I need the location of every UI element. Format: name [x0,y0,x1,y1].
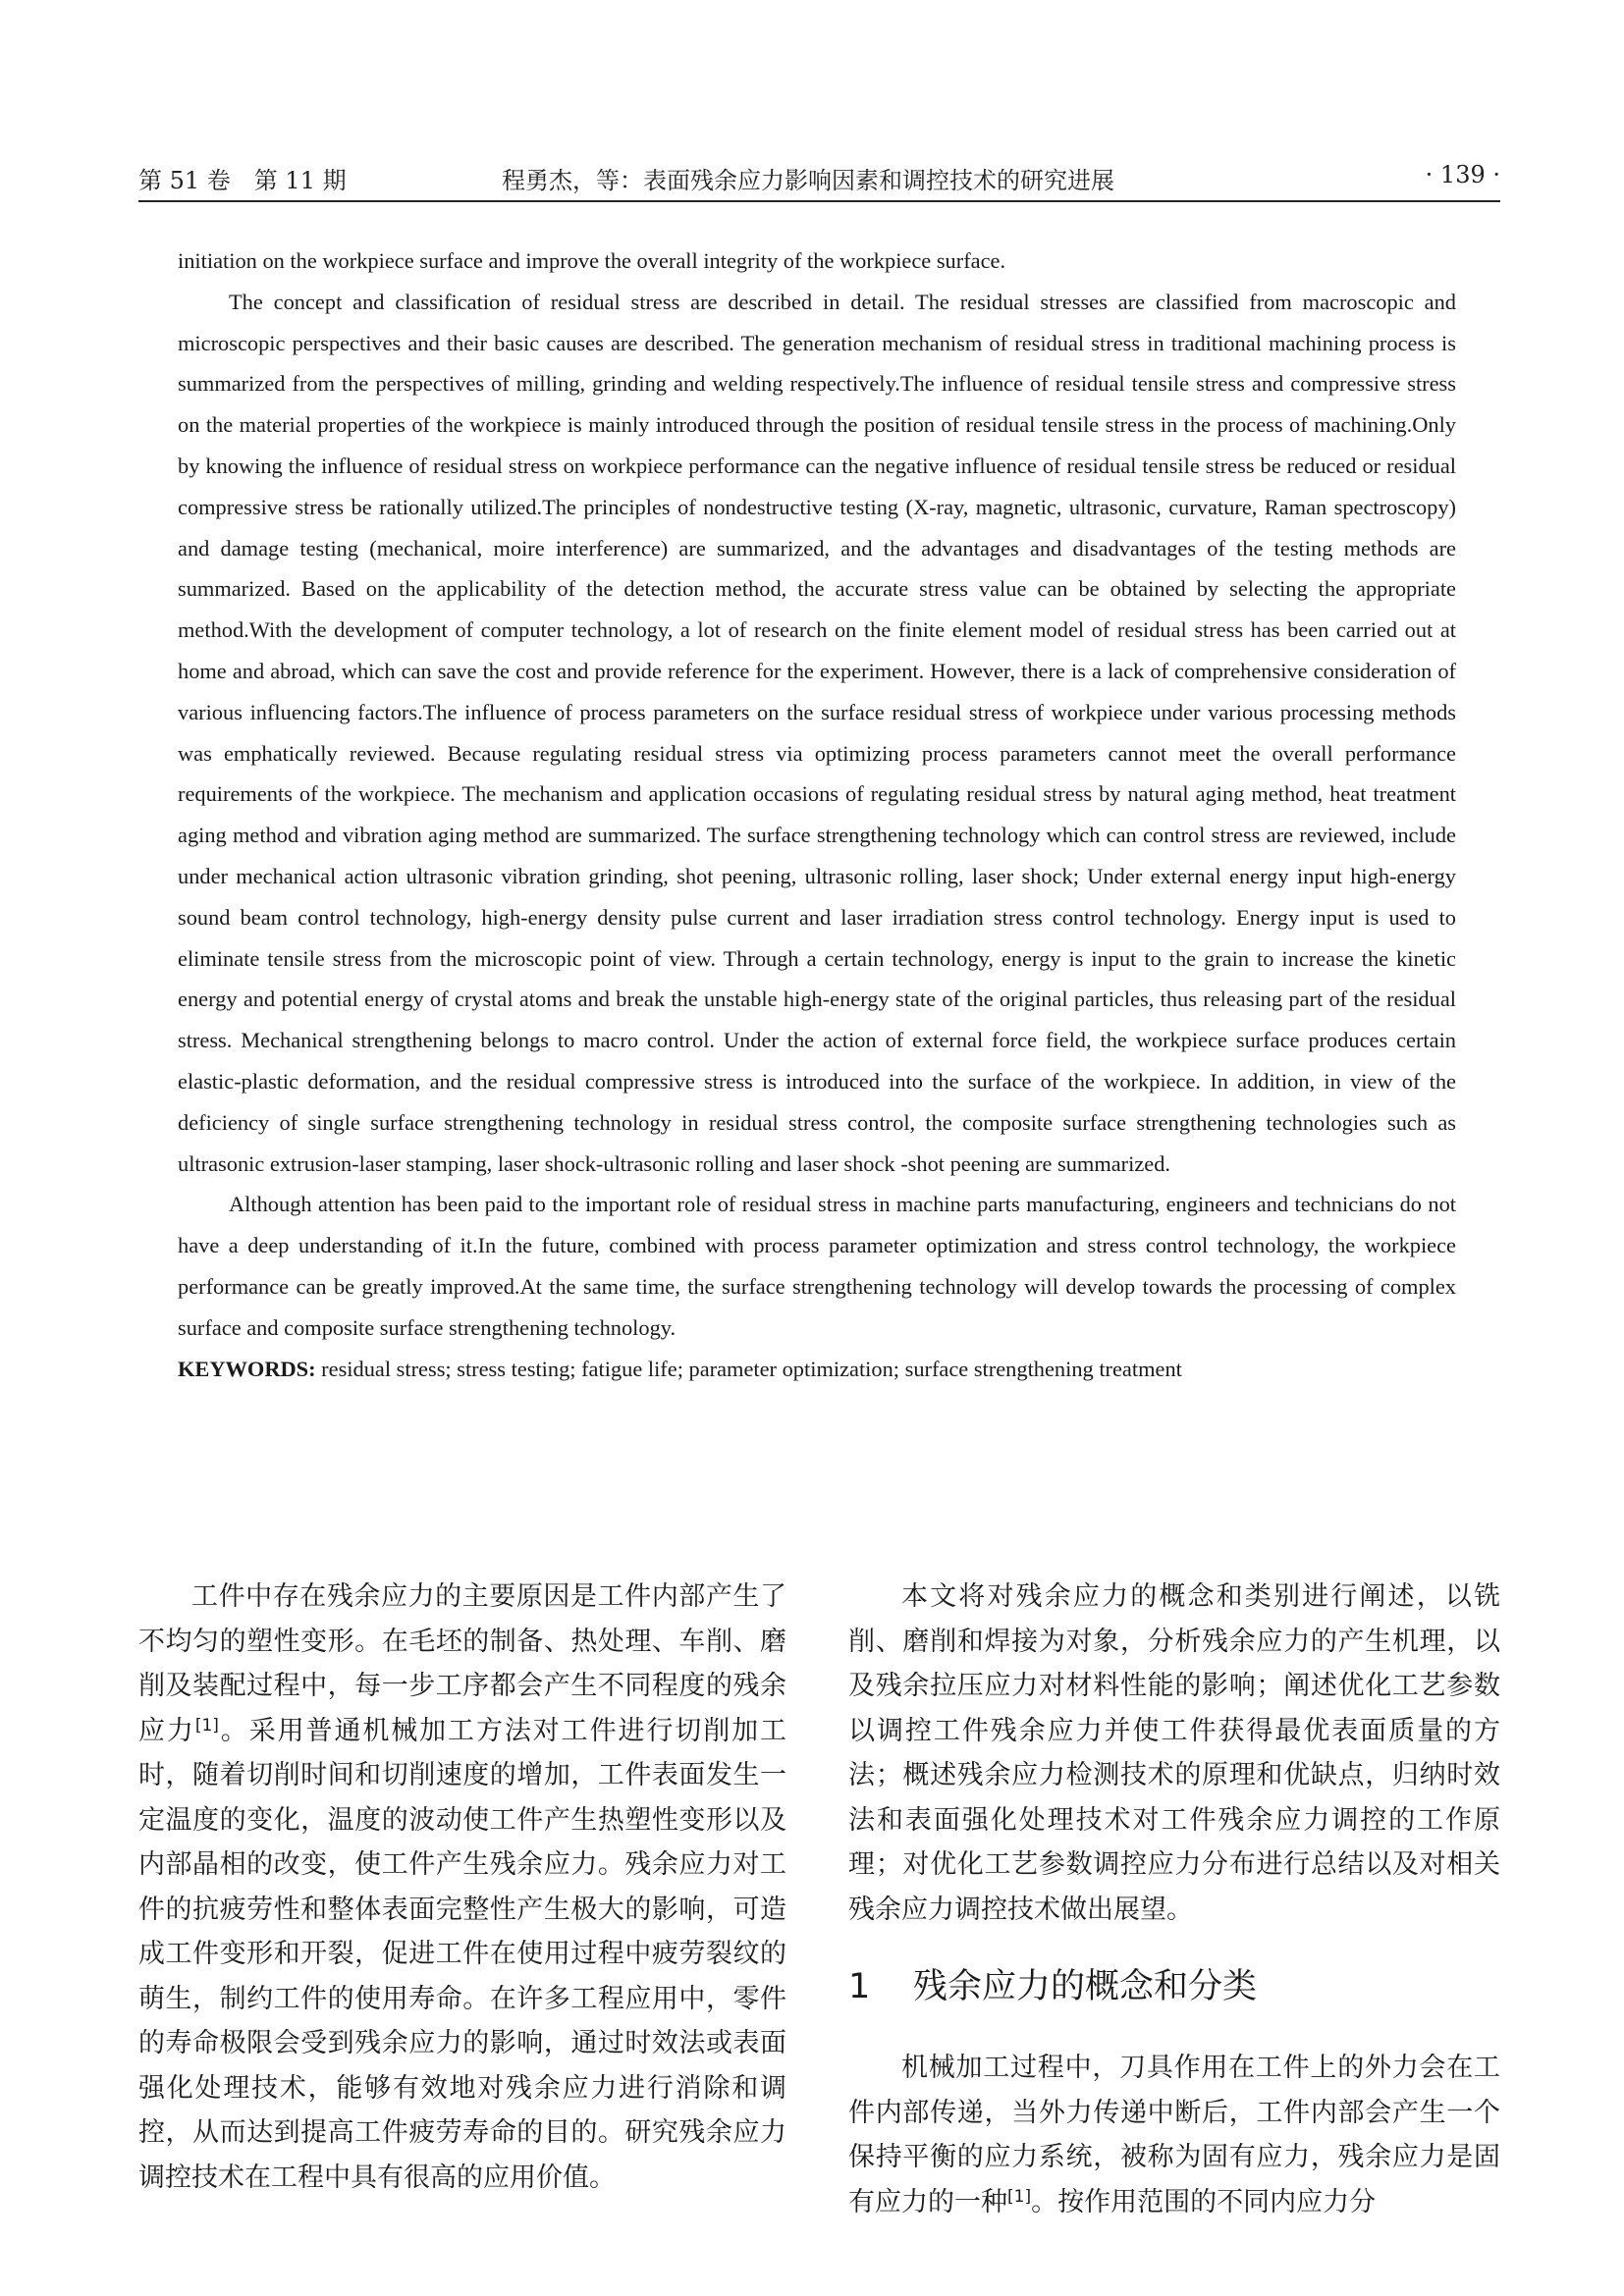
body-text: 工件中存在残余应力的主要原因是工件内部产生了不均匀的塑性变形。在毛坯的制备、热处理、车削、磨削及装配过程中，每一步工序都会产生不同程度的残余应力 [138,1581,786,1746]
abstract-continuation: initiation on the workpiece surface and improve the overall integrity of the workpiece surface. [178,248,1006,273]
english-abstract [178,240,1456,1389]
body-text: 机械加工过程中，刀具作用在工件上的外力会在工件内部传递，当外力传递中断后，工件内部会产生一个保持平衡的应力系统，被称为固有应力，残余应力是固有应力的一种 [848,2053,1500,2217]
section-number: 1 [848,1967,871,2006]
body-text: 。采用普通机械加工方法对工件进行切削加工时，随着切削时间和切削速度的增加，工件表面发生一定温度的变化，温度的波动使工件产生热塑性变形以及内部晶相的改变，使工件产生残余应力。残余应力对工件的抗疲劳性和整体表面完整性产生极大的影响，可造成工件变形和开裂，促进工件在使用过程中疲劳裂纹的萌生，制约工件的使用寿命。在许多工程应用中，零件的寿命极限会受到残余应力的影响，通过时效法或表面强化处理技术，能够有效地对残余应力进行消除和调控，从而达到提高工件疲劳寿命的目的。研究残余应力调控技术在工程中具有很高的应用价值。 [138,1715,787,2193]
section-heading [848,1964,1500,2009]
body-paragraph: 本文将对残余应力的概念和类别进行阐述，以铣削、磨削和焊接为对象，分析残余应力的产生机理，以及残余拉压应力对材料性能的影响；阐述优化工艺参数以调控工件残余应力并使工件获得最优表面质量的方法；概述残余应力检测技术的原理和优缺点，归纳时效法和表面强化处理技术对工件残余应力调控的工作原理；对优化工艺参数调控应力分布进行总结以及对相关残余应力调控技术做出展望。 [848,1581,1500,1925]
body-text: 。按作用范围的不同内应力分 [1031,2186,1377,2217]
keywords-label: KEYWORDS: [178,1356,316,1381]
abstract-paragraph: Although attention has been paid to the important role of residual stress in machine parts manufacturing, engineers and technicians do not have a deep understanding of it.In the future, combined with process parameter optimization and stress control technology, the workpiece performance can be greatly improved.At the same time, the surface strengthening technology will develop towards the processing of complex surface and composite surface strengthening technology. [178,1192,1456,1340]
running-header [138,157,1500,196]
journal-volume-issue: 第 51 卷 第 11 期 [138,167,347,194]
header-rule [138,200,1500,202]
body-column-left [138,1575,786,2200]
running-title: 程勇杰，等：表面残余应力影响因素和调控技术的研究进展 [502,167,1114,194]
keywords-line [178,1349,1456,1390]
keywords-list: residual stress; stress testing; fatigue life; parameter optimization; surface strengthening treatment [315,1356,1182,1381]
citation-ref[interactable]: [1] [194,1715,219,1735]
citation-ref[interactable]: [1] [1007,2186,1032,2207]
body-paragraph [138,1575,786,2200]
abstract-paragraph: The concept and classification of residual stress are described in detail. The residual stresses are classified from macroscopic and microscopic perspectives and their basic causes are described. The generation mechanism of residual stress in traditional machining process is summarized from the perspectives of milling, grinding and welding respectively.The influence of residual tensile stress and compressive stress on the material properties of the workpiece is mainly introduced through the position of residual tensile stress in the process of machining.Only by knowing the influence of residual stress on workpiece performance can the negative influence of residual tensile stress be reduced or residual compressive stress be rationally utilized.The principles of nondestructive testing (X-ray, magnetic, ultrasonic, curvature, Raman spectroscopy) and damage testing (mechanical, moire interference) are summarized, and the advantages and disadvantages of the testing methods are summarized. Based on the applicability of the detection method, the accurate stress value can be obtained by selecting the appropriate method.With the development of computer technology, a lot of research on the finite element model of residual stress has been carried out at home and abroad, which can save the cost and provide reference for the experiment. However, there is a lack of comprehensive consideration of various influencing factors.The influence of process parameters on the surface residual stress of workpiece under various processing methods was emphatically reviewed. Because regulating residual stress via optimizing process parameters cannot meet the overall performance requirements of the workpiece. The mechanism and application occasions of regulating residual stress by natural aging method, heat treatment aging method and vibration aging method are summarized. The surface strengthening technology which can control stress are reviewed, include under mechanical action ultrasonic vibration grinding, shot peening, ultrasonic rolling, laser shock; Under external energy input high-energy sound beam control technology, high-energy density pulse current and laser irradiation stress control technology. Energy input is used to eliminate tensile stress from the microscopic point of view. Through a certain technology, energy is input to the grain to increase the kinetic energy and potential energy of crystal atoms and break the unstable high-energy state of the original particles, thus releasing part of the residual stress. Mechanical strengthening belongs to macro control. Under the action of external force field, the workpiece surface produces certain elastic-plastic deformation, and the residual compressive stress is introduced into the surface of the workpiece. In addition, in view of the deficiency of single surface strengthening technology in residual stress control, the composite surface strengthening technologies such as ultrasonic extrusion-laser stamping, laser shock-ultrasonic rolling and laser shock -shot peening are summarized. [178,289,1456,1176]
page-number: · 139 · [1425,161,1500,188]
body-paragraph [848,2046,1500,2224]
body-column-right [848,1575,1500,2224]
section-title: 残余应力的概念和分类 [913,1967,1258,2006]
